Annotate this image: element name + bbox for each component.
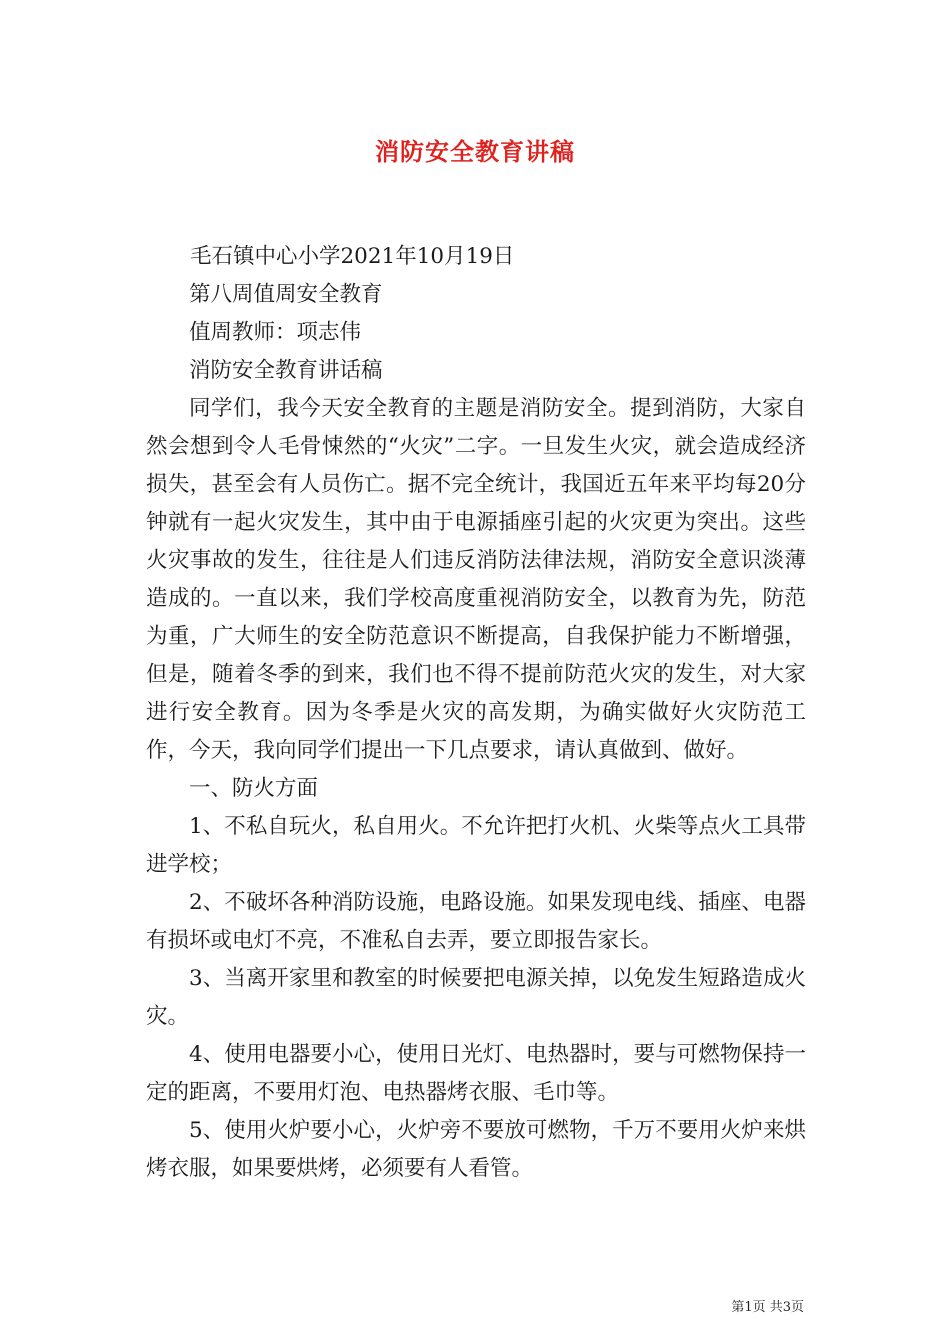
- list-item: 5、使用火炉要小心，火炉旁不要放可燃物，千万不要用火炉来烘烤衣服，如果要烘烤，必须要有人看管。: [146, 1118, 806, 1181]
- teacher-line: 值周教师：项志伟: [189, 320, 362, 345]
- list-item: 2、不破坏各种消防设施，电路设施。如果发现电线、插座、电器有损坏或电灯不亮，不准私自去弄，要立即报告家长。: [146, 890, 806, 953]
- page-number-footer: 第1页 共3页: [731, 1300, 804, 1315]
- document-body: [146, 238, 806, 1188]
- speech-subtitle: 消防安全教育讲话稿: [189, 358, 383, 383]
- document-title: 消防安全教育讲稿: [375, 137, 575, 166]
- week-line: 第八周值周安全教育: [189, 282, 383, 307]
- list-item: 1、不私自玩火，私自用火。不允许把打火机、火柴等点火工具带进学校；: [146, 814, 806, 877]
- list-item: 3、当离开家里和教室的时候要把电源关掉，以免发生短路造成火灾。: [146, 966, 806, 1029]
- list-item: 4、使用电器要小心，使用日光灯、电热器时，要与可燃物保持一定的距离，不要用灯泡、电热器烤衣服、毛巾等。: [146, 1042, 806, 1105]
- section-heading: 一、防火方面: [189, 776, 319, 801]
- intro-paragraph: 同学们，我今天安全教育的主题是消防安全。提到消防，大家自然会想到令人毛骨悚然的“火灾”二字。一旦发生火灾，就会造成经济损失，甚至会有人员伤亡。据不完全统计，我国近五年来平均每20分钟就有一起火灾发生，其中由于电源插座引起的火灾更为突出。这些火灾事故的发生，往往是人们违反消防法律法规，消防安全意识淡薄造成的。一直以来，我们学校高度重视消防安全，以教育为先，防范为重，广大师生的安全防范意识不断提高，自我保护能力不断增强，但是，随着冬季的到来，我们也不得不提前防范火灾的发生，对大家进行安全教育。因为冬季是火灾的高发期，为确实做好火灾防范工作，今天，我向同学们提出一下几点要求，请认真做到、做好。: [146, 396, 806, 763]
- school-date-line: 毛石镇中心小学2021年10月19日: [190, 244, 515, 269]
